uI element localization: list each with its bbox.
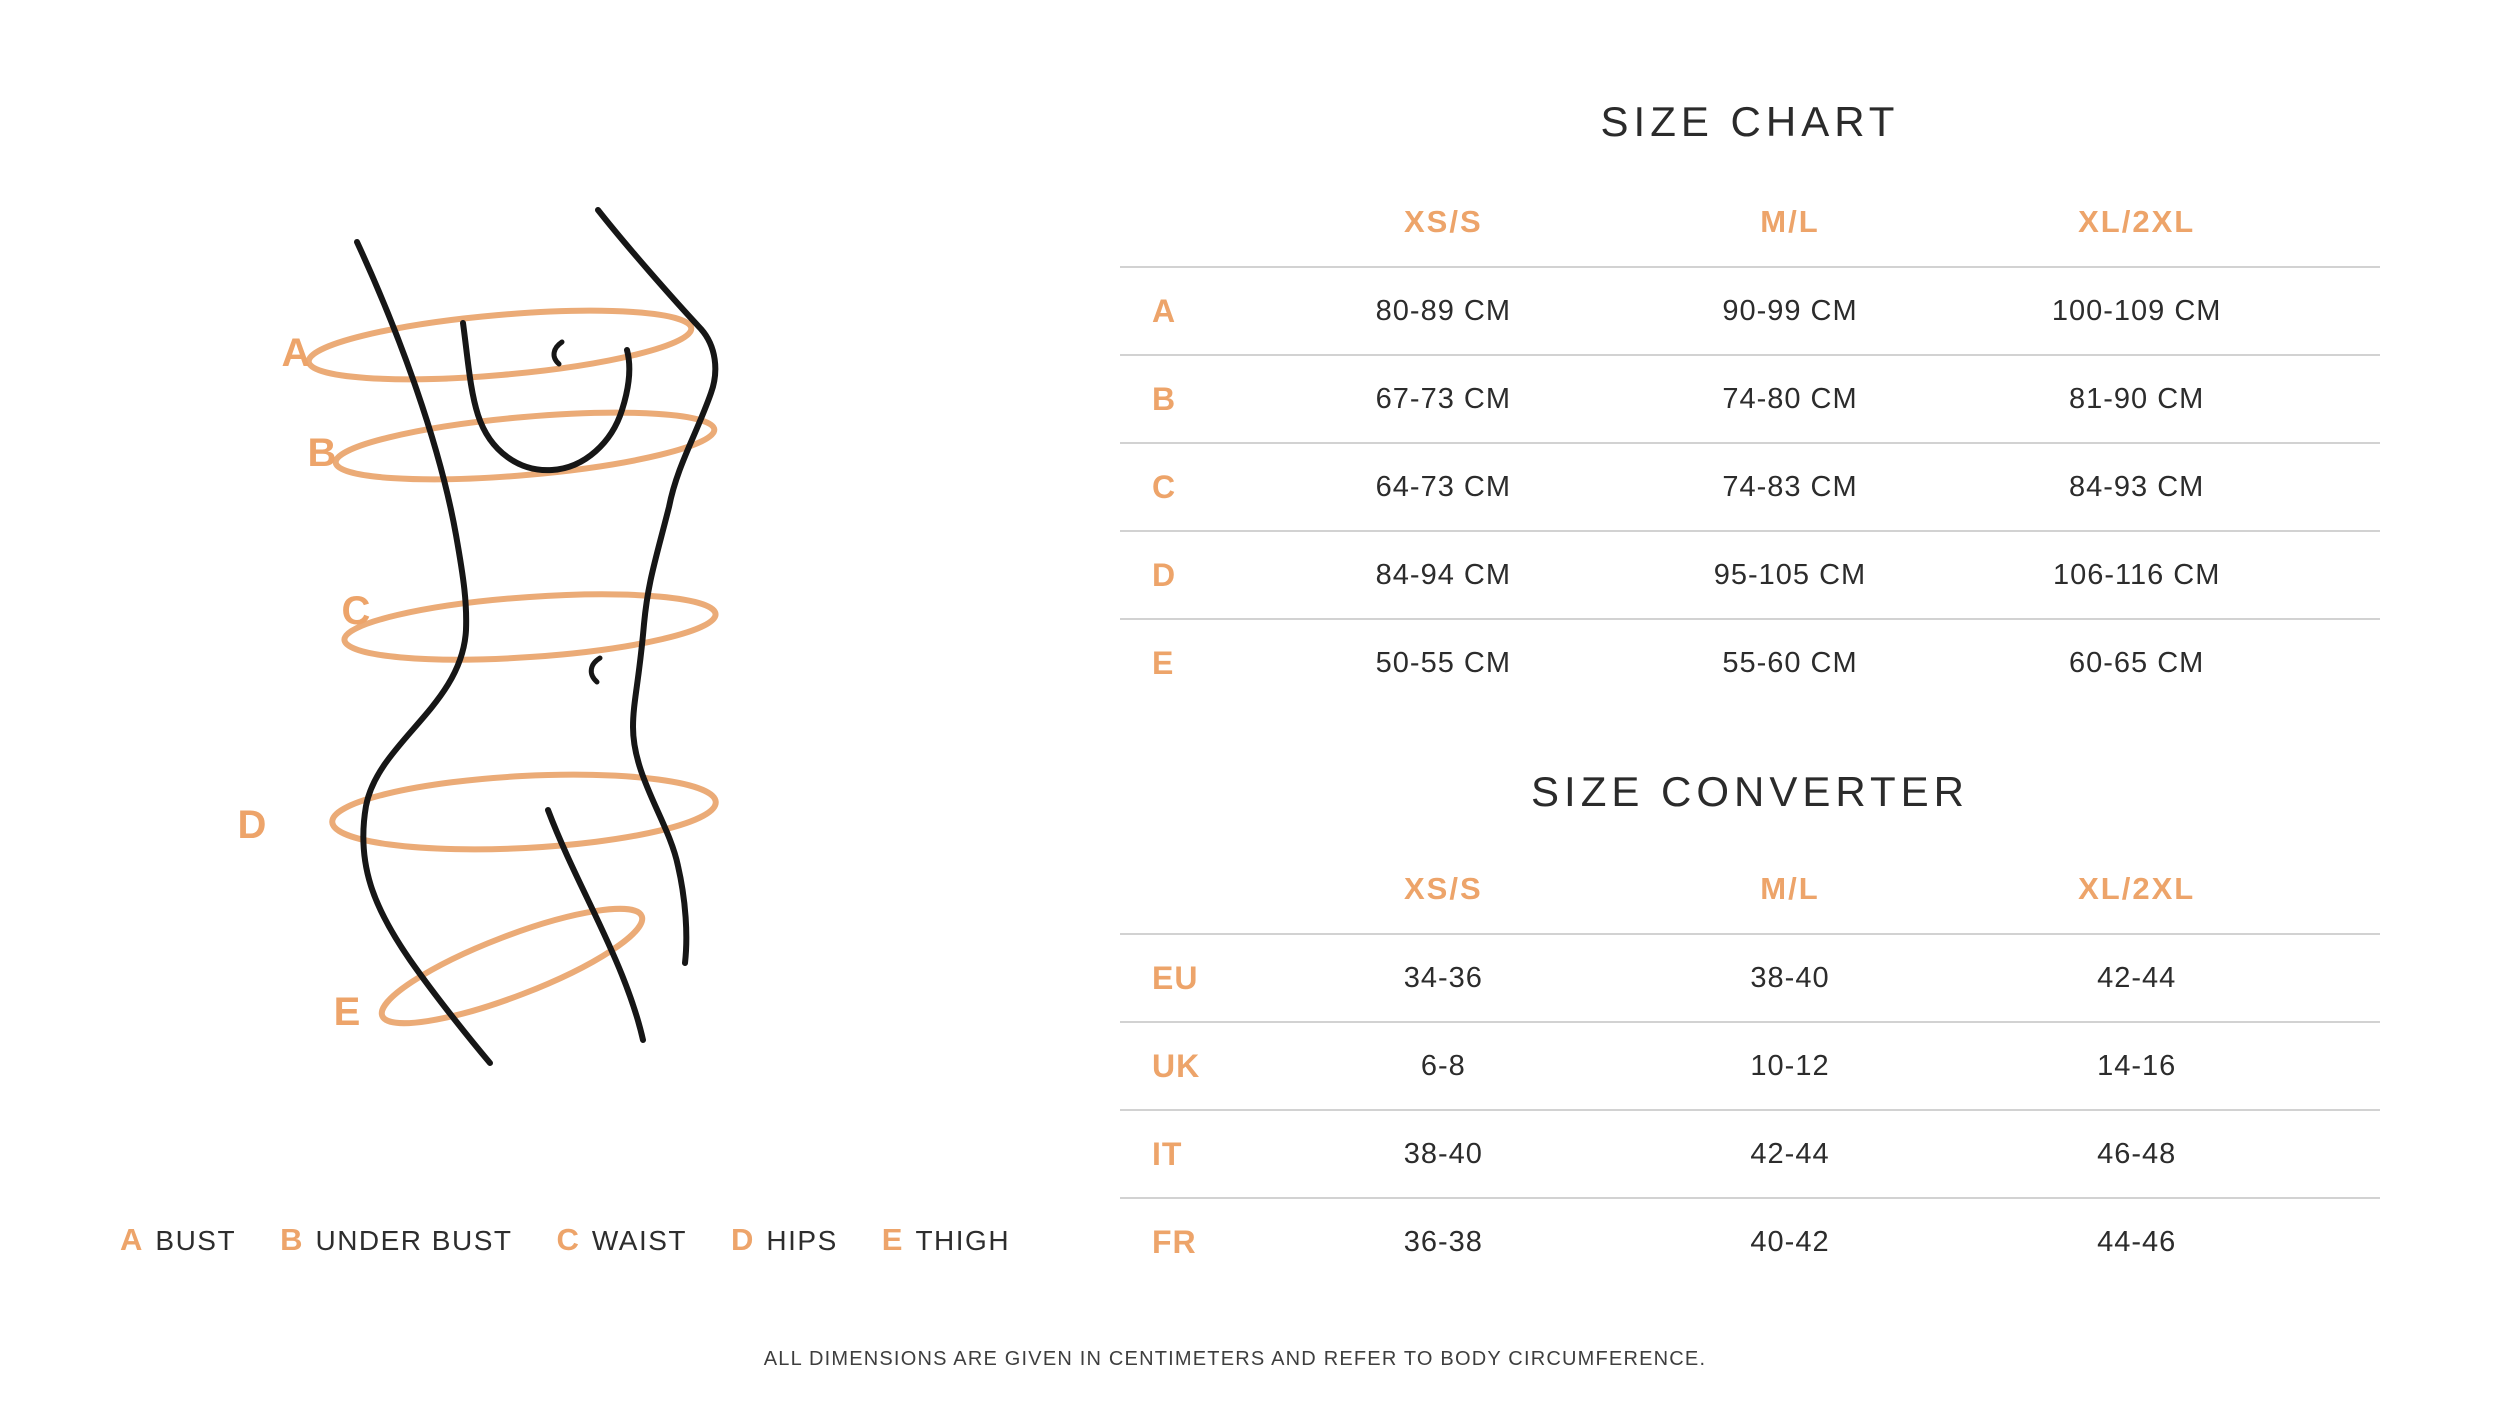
size-chart-title: SIZE CHART — [1600, 98, 1900, 145]
cell-eu-xs: 34-36 — [1403, 961, 1483, 994]
cell-it-xs: 38-40 — [1403, 1137, 1483, 1170]
converter-col-m-l: M/L — [1760, 871, 1820, 906]
cell-a-ml: 90-99 CM — [1722, 294, 1858, 327]
breast-curve — [463, 323, 629, 470]
size-converter-header-row — [1120, 845, 2380, 933]
row-label-d: D — [1152, 556, 1177, 593]
cell-uk-ml: 10-12 — [1750, 1049, 1830, 1082]
row-label-uk: UK — [1152, 1047, 1201, 1084]
legend-item-waist — [556, 1222, 687, 1258]
cell-b-ml: 74-80 CM — [1722, 382, 1858, 415]
legend-item-under-bust — [280, 1222, 512, 1258]
cell-uk-xs: 6-8 — [1420, 1049, 1466, 1082]
figure-marker-c: C — [341, 589, 371, 633]
legend-label-under-bust: UNDER BUST — [315, 1225, 513, 1256]
cell-e-xs: 50-55 CM — [1375, 646, 1511, 679]
figure-marker-b: B — [307, 431, 337, 475]
measurement-legend — [120, 1222, 1010, 1258]
legend-label-thigh: THIGH — [915, 1225, 1011, 1256]
cell-eu-ml: 38-40 — [1750, 961, 1830, 994]
converter-col-xl-2xl: XL/2XL — [2078, 871, 2196, 906]
cell-it-ml: 42-44 — [1750, 1137, 1830, 1170]
body-outline-front — [598, 210, 715, 963]
waist-ellipse-c — [342, 584, 717, 670]
size-converter-title: SIZE CONVERTER — [1531, 768, 1969, 815]
legend-key-a: A — [120, 1222, 143, 1257]
legend-key-c: C — [556, 1222, 579, 1257]
table-row — [1120, 618, 2380, 706]
cell-eu-xl: 42-44 — [2097, 961, 2177, 994]
legend-item-bust — [120, 1222, 236, 1258]
cell-d-ml: 95-105 CM — [1713, 558, 1867, 591]
legend-label-waist: WAIST — [591, 1225, 687, 1256]
cell-b-xl: 81-90 CM — [2068, 382, 2205, 415]
cell-c-xl: 84-93 CM — [2068, 470, 2205, 503]
table-row — [1120, 1021, 2380, 1109]
size-chart-table — [1120, 178, 2380, 706]
table-row — [1120, 1197, 2380, 1285]
cell-e-ml: 55-60 CM — [1722, 646, 1858, 679]
figure-marker-e: E — [333, 990, 361, 1034]
cell-a-xs: 80-89 CM — [1375, 294, 1511, 327]
cell-uk-xl: 14-16 — [2097, 1049, 2177, 1082]
legend-item-hips — [731, 1222, 838, 1258]
row-label-it: IT — [1152, 1135, 1183, 1172]
nipple-mark — [554, 342, 562, 364]
body-measurement-figure — [0, 0, 900, 1180]
cell-fr-xs: 36-38 — [1403, 1225, 1483, 1258]
legend-label-hips: HIPS — [766, 1225, 838, 1256]
cell-fr-ml: 40-42 — [1750, 1225, 1830, 1258]
legend-item-thigh — [882, 1222, 1010, 1258]
row-label-fr: FR — [1152, 1223, 1197, 1260]
row-label-c: C — [1152, 468, 1177, 505]
legend-label-bust: BUST — [155, 1225, 237, 1256]
cell-e-xl: 60-65 CM — [2068, 646, 2205, 679]
table-row — [1120, 530, 2380, 618]
navel-mark — [591, 658, 600, 682]
legend-key-d: D — [731, 1222, 754, 1257]
row-label-a: A — [1152, 292, 1177, 329]
legend-key-b: B — [280, 1222, 303, 1257]
cell-c-ml: 74-83 CM — [1722, 470, 1858, 503]
legend-key-e: E — [881, 1222, 903, 1257]
table-row — [1120, 933, 2380, 1021]
size-chart-col-xl-2xl: XL/2XL — [2078, 204, 2196, 239]
cell-a-xl: 100-109 CM — [2051, 294, 2222, 327]
size-chart-col-xs-s: XS/S — [1404, 204, 1483, 239]
row-label-b: B — [1152, 380, 1177, 417]
figure-marker-a: A — [281, 331, 311, 375]
row-label-e: E — [1152, 644, 1175, 681]
cell-d-xs: 84-94 CM — [1375, 558, 1511, 591]
cell-c-xs: 64-73 CM — [1375, 470, 1511, 503]
size-chart-header-row — [1120, 178, 2380, 266]
cell-d-xl: 106-116 CM — [2052, 558, 2221, 591]
cell-it-xl: 46-48 — [2097, 1137, 2177, 1170]
dimensions-note: ALL DIMENSIONS ARE GIVEN IN CENTIMETERS AND REFER TO BODY CIRCUMFERENCE. — [763, 1348, 1707, 1370]
row-label-eu: EU — [1152, 959, 1199, 996]
table-row — [1120, 266, 2380, 354]
cell-b-xs: 67-73 CM — [1375, 382, 1511, 415]
figure-marker-d: D — [237, 803, 267, 847]
table-row — [1120, 354, 2380, 442]
bust-ellipse-a — [306, 298, 694, 391]
underbust-ellipse-b — [333, 401, 717, 492]
table-row — [1120, 442, 2380, 530]
cell-fr-xl: 44-46 — [2097, 1225, 2177, 1258]
table-row — [1120, 1109, 2380, 1197]
converter-col-xs-s: XS/S — [1404, 871, 1483, 906]
size-converter-table — [1120, 845, 2380, 1285]
size-chart-col-m-l: M/L — [1760, 204, 1820, 239]
